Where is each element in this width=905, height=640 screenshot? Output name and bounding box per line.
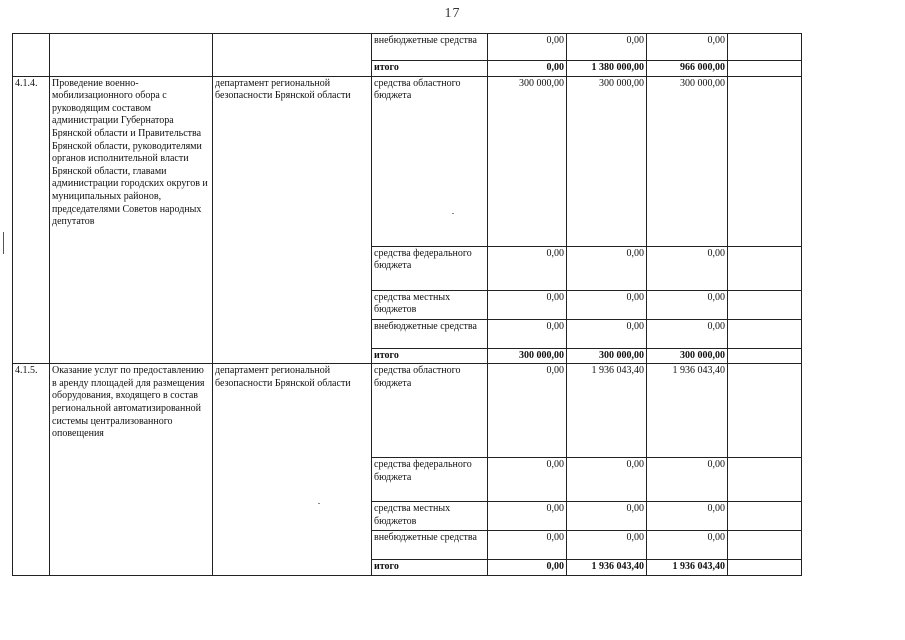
source-cell: средства местных бюджетов bbox=[372, 290, 488, 319]
value-cell: 0,00 bbox=[488, 364, 567, 458]
empty-cell bbox=[728, 348, 802, 364]
value-cell: 0,00 bbox=[488, 502, 567, 531]
empty-cell bbox=[728, 531, 802, 560]
source-cell: внебюджетные средства bbox=[372, 531, 488, 560]
page-number: 17 bbox=[444, 6, 461, 21]
table-row bbox=[13, 34, 802, 61]
value-cell: 300 000,00 bbox=[567, 348, 647, 364]
source-cell: средства областного бюджета bbox=[372, 76, 488, 246]
value-cell: 0,00 bbox=[488, 319, 567, 348]
value-cell: 1 936 043,40 bbox=[647, 560, 728, 576]
value-cell: 0,00 bbox=[567, 290, 647, 319]
value-cell: 0,00 bbox=[647, 502, 728, 531]
value-cell: 0,00 bbox=[488, 290, 567, 319]
value-cell: 0,00 bbox=[567, 246, 647, 290]
source-cell: средства местных бюджетов bbox=[372, 502, 488, 531]
value-cell: 300 000,00 bbox=[647, 76, 728, 246]
item-name: Проведение военно-мобилизационного обора с руководящим составом администрации Губернатора Брянской области и Правительства Брянской области, руководителями органов исполнительной власти Брянской области, главами администрации городских округов и муниципальных районов, председателями Советов народных депутатов bbox=[50, 76, 213, 364]
empty-cell bbox=[728, 76, 802, 246]
value-cell: 0,00 bbox=[567, 531, 647, 560]
value-cell: 0,00 bbox=[647, 531, 728, 560]
value-cell: 0,00 bbox=[488, 61, 567, 77]
source-cell: итого bbox=[372, 348, 488, 364]
table-row bbox=[13, 364, 802, 458]
value-cell: 0,00 bbox=[488, 531, 567, 560]
source-cell: внебюджетные средства bbox=[372, 319, 488, 348]
value-cell: 0,00 bbox=[647, 34, 728, 61]
value-cell: 0,00 bbox=[488, 560, 567, 576]
executor-cell bbox=[213, 34, 372, 77]
budget-table bbox=[12, 33, 802, 576]
empty-cell bbox=[728, 560, 802, 576]
value-cell: 1 936 043,40 bbox=[567, 364, 647, 458]
empty-cell bbox=[728, 319, 802, 348]
empty-cell bbox=[728, 246, 802, 290]
value-cell: 1 936 043,40 bbox=[567, 560, 647, 576]
empty-cell bbox=[728, 502, 802, 531]
source-cell: средства федерального бюджета bbox=[372, 458, 488, 502]
item-executor: департамент региональной безопасности Брянской области bbox=[213, 76, 372, 364]
source-cell: внебюджетные средства bbox=[372, 34, 488, 61]
value-cell: 0,00 bbox=[647, 246, 728, 290]
empty-cell bbox=[728, 34, 802, 61]
value-cell: 0,00 bbox=[647, 290, 728, 319]
value-cell: 1 936 043,40 bbox=[647, 364, 728, 458]
table-row bbox=[13, 76, 802, 246]
value-cell: 0,00 bbox=[647, 458, 728, 502]
value-cell: 0,00 bbox=[567, 34, 647, 61]
empty-cell bbox=[728, 458, 802, 502]
source-cell: средства областного бюджета bbox=[372, 364, 488, 458]
code-cell bbox=[13, 34, 50, 77]
name-cell bbox=[50, 34, 213, 77]
value-cell: 966 000,00 bbox=[647, 61, 728, 77]
item-code: 4.1.4. bbox=[13, 76, 50, 364]
source-cell: итого bbox=[372, 560, 488, 576]
value-cell: 300 000,00 bbox=[647, 348, 728, 364]
value-cell: 1 380 000,00 bbox=[567, 61, 647, 77]
item-code: 4.1.5. bbox=[13, 364, 50, 576]
value-cell: 0,00 bbox=[488, 458, 567, 502]
value-cell: 0,00 bbox=[488, 34, 567, 61]
margin-mark bbox=[3, 232, 4, 254]
value-cell: 0,00 bbox=[567, 458, 647, 502]
value-cell: 0,00 bbox=[488, 246, 567, 290]
value-cell: 300 000,00 bbox=[488, 348, 567, 364]
value-cell: 0,00 bbox=[567, 502, 647, 531]
value-cell: 0,00 bbox=[647, 319, 728, 348]
value-cell: 300 000,00 bbox=[567, 76, 647, 246]
empty-cell bbox=[728, 61, 802, 77]
source-cell: средства федерального бюджета bbox=[372, 246, 488, 290]
item-executor: департамент региональной безопасности Брянской области bbox=[213, 364, 372, 576]
value-cell: 300 000,00 bbox=[488, 76, 567, 246]
empty-cell bbox=[728, 364, 802, 458]
source-cell: итого bbox=[372, 61, 488, 77]
value-cell: 0,00 bbox=[567, 319, 647, 348]
item-name: Оказание услуг по предоставлению в аренду площадей для размещения оборудования, входящего в состав региональной автоматизированной системы централизованного оповещения bbox=[50, 364, 213, 576]
empty-cell bbox=[728, 290, 802, 319]
